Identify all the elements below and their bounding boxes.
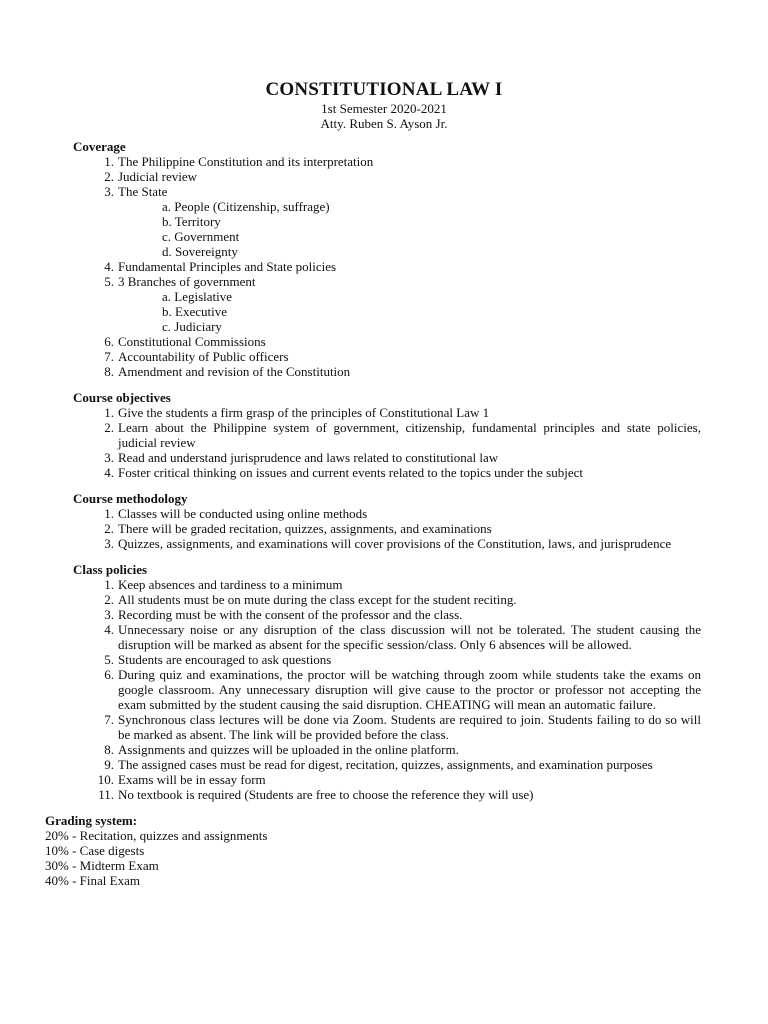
item-number: 10.: [97, 772, 114, 787]
coverage-heading: Coverage: [73, 139, 126, 154]
coverage-subitem: b. Territory: [162, 214, 221, 229]
item-number: 7.: [104, 349, 114, 364]
item-text: The State: [118, 184, 168, 199]
objective-item: [73, 465, 701, 480]
item-text: Recording must be with the consent of the professor and the class.: [118, 607, 463, 622]
policy-item: [73, 757, 701, 772]
coverage-subitem: c. Judiciary: [162, 319, 222, 334]
item-text: Amendment and revision of the Constitution: [118, 364, 351, 379]
policies-heading: Class policies: [73, 562, 148, 577]
policy-item: [73, 667, 701, 712]
coverage-item: [73, 349, 701, 364]
item-number: 1.: [104, 506, 114, 521]
coverage-item: [73, 334, 701, 349]
item-number: 9.: [104, 757, 114, 772]
item-number: 2.: [104, 592, 114, 607]
policy-item: [73, 577, 701, 592]
coverage-item: [73, 274, 701, 289]
policies-list: [73, 577, 701, 802]
item-number: 4.: [104, 259, 114, 274]
policy-item: [73, 787, 701, 802]
item-number: 8.: [104, 364, 114, 379]
item-text: Unnecessary noise or any disruption of the class discussion will not be tolerated. The student causing the disruption will be marked as absent for the specific session/class. Only 6 absences will be allowed.: [118, 622, 701, 652]
item-number: 11.: [98, 787, 114, 802]
item-text: Judicial review: [118, 169, 198, 184]
item-text: During quiz and examinations, the proctor will be watching through zoom while students take the exams on google classroom. Any unnecessary disruption will give cause to the proctor or professor not accepting the exam submitted by the student causing the said disruption. CHEATING will mean an automatic failure.: [118, 667, 701, 712]
item-number: 6.: [104, 667, 114, 682]
item-text: Assignments and quizzes will be uploaded in the online platform.: [118, 742, 459, 757]
grading-lines: [45, 828, 701, 888]
policy-item: [73, 742, 701, 757]
item-number: 5.: [104, 652, 114, 667]
item-text: No textbook is required (Students are free to choose the reference they will use): [118, 787, 534, 802]
document-header: [0, 79, 768, 131]
item-text: There will be graded recitation, quizzes, assignments, and examinations: [118, 521, 492, 536]
item-number: 7.: [104, 712, 114, 727]
coverage-item: [73, 169, 701, 184]
coverage-item: [73, 184, 701, 199]
item-number: 3.: [104, 450, 114, 465]
item-number: 2.: [104, 521, 114, 536]
item-text: The Philippine Constitution and its interpretation: [118, 154, 374, 169]
item-text: Constitutional Commissions: [118, 334, 266, 349]
methodology-heading: Course methodology: [73, 491, 188, 506]
item-number: 8.: [104, 742, 114, 757]
grading-line: 30% - Midterm Exam: [45, 858, 159, 873]
item-number: 1.: [104, 405, 114, 420]
item-text: Foster critical thinking on issues and current events related to the topics under the subject: [118, 465, 583, 480]
item-number: 1.: [104, 577, 114, 592]
document-body: [45, 139, 701, 888]
methodology-item: [73, 521, 701, 536]
item-text: Accountability of Public officers: [118, 349, 289, 364]
coverage-item: [73, 364, 701, 379]
item-text: Students are encouraged to ask questions: [118, 652, 332, 667]
item-number: 6.: [104, 334, 114, 349]
policy-item: [73, 592, 701, 607]
item-text: 3 Branches of government: [118, 274, 256, 289]
objective-item: [73, 420, 701, 450]
objectives-list: [73, 405, 701, 480]
item-text: Give the students a firm grasp of the principles of Constitutional Law 1: [118, 405, 490, 420]
policy-item: [73, 772, 701, 787]
coverage-subitem: a. People (Citizenship, suffrage): [162, 199, 330, 214]
item-text: Keep absences and tardiness to a minimum: [118, 577, 343, 592]
item-number: 2.: [104, 169, 114, 184]
item-text: Read and understand jurisprudence and laws related to constitutional law: [118, 450, 499, 465]
grading-line: 40% - Final Exam: [45, 873, 140, 888]
grading-line: 10% - Case digests: [45, 843, 145, 858]
item-number: 5.: [104, 274, 114, 289]
policy-item: [73, 652, 701, 667]
item-text: All students must be on mute during the class except for the student reciting.: [118, 592, 517, 607]
item-text: The assigned cases must be read for digest, recitation, quizzes, assignments, and examination purposes: [118, 757, 653, 772]
item-number: 2.: [104, 420, 114, 435]
semester-line: 1st Semester 2020-2021: [321, 101, 447, 116]
coverage-item: [73, 154, 701, 169]
coverage-subitem: c. Government: [162, 229, 240, 244]
coverage-subitem: d. Sovereignty: [162, 244, 238, 259]
objective-item: [73, 450, 701, 465]
item-text: Learn about the Philippine system of government, citizenship, fundamental principles and state policies, judicial review: [118, 420, 701, 450]
instructor-line: Atty. Ruben S. Ayson Jr.: [320, 116, 448, 131]
policy-item: [73, 712, 701, 742]
item-number: 4.: [104, 465, 114, 480]
item-text: Exams will be in essay form: [118, 772, 266, 787]
item-text: Quizzes, assignments, and examinations will cover provisions of the Constitution, laws, and jurisprudence: [118, 536, 672, 551]
methodology-item: [73, 536, 701, 551]
coverage-subitem: b. Executive: [162, 304, 227, 319]
item-text: Synchronous class lectures will be done via Zoom. Students are required to join. Students failing to do so will be marked as absent. The link will be provided before the class.: [118, 712, 701, 742]
policy-item: [73, 607, 701, 622]
grading-system: [45, 813, 701, 888]
item-number: 1.: [104, 154, 114, 169]
objective-item: [73, 405, 701, 420]
objectives-heading: Course objectives: [73, 390, 171, 405]
coverage-item: [73, 259, 701, 274]
item-number: 3.: [104, 536, 114, 551]
policy-item: [73, 622, 701, 652]
methodology-item: [73, 506, 701, 521]
methodology-list: [73, 506, 701, 551]
grading-heading: Grading system:: [45, 813, 138, 828]
item-number: 3.: [104, 607, 114, 622]
document-title: CONSTITUTIONAL LAW I: [265, 79, 503, 100]
item-text: Classes will be conducted using online methods: [118, 506, 368, 521]
grading-line: 20% - Recitation, quizzes and assignments: [45, 828, 268, 843]
item-text: Fundamental Principles and State policies: [118, 259, 337, 274]
coverage-list: [73, 154, 701, 379]
item-number: 4.: [104, 622, 114, 637]
coverage-subitem: a. Legislative: [162, 289, 233, 304]
item-number: 3.: [104, 184, 114, 199]
